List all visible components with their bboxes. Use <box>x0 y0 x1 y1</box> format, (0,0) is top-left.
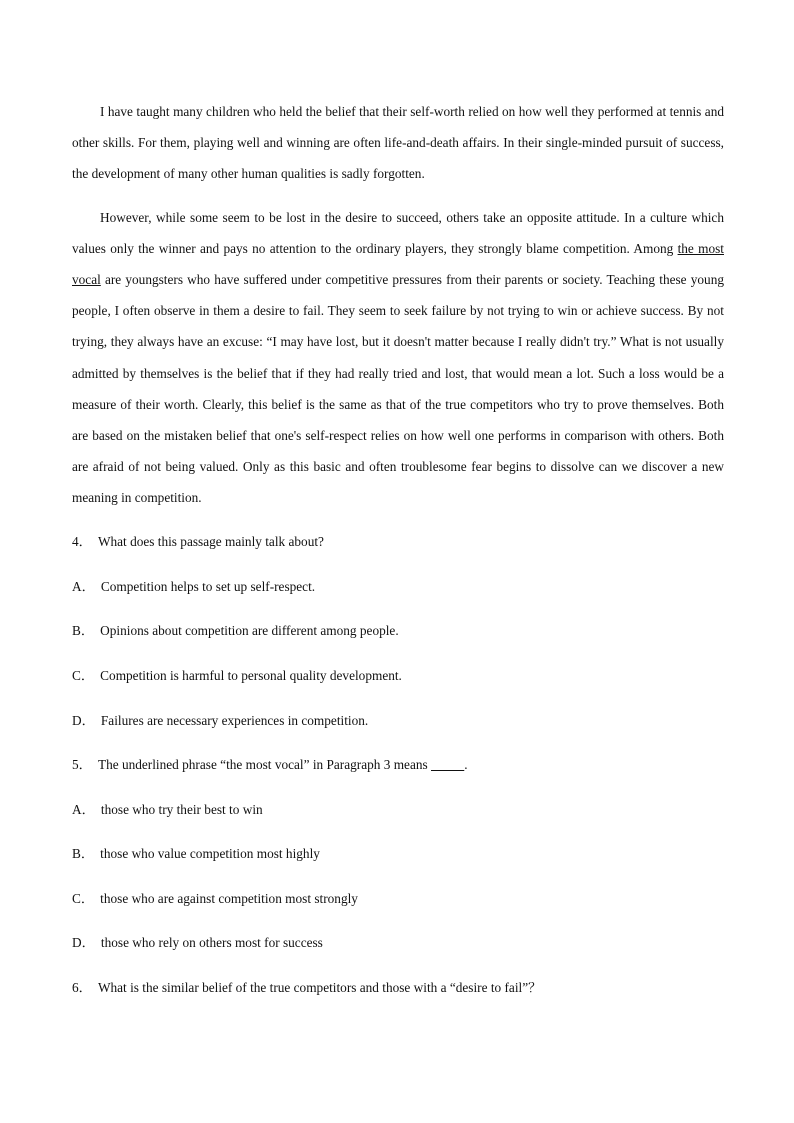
question-5 <box>72 755 468 775</box>
option-letter: A． <box>72 579 95 594</box>
option-text: those who value competition most highly <box>100 846 320 861</box>
option-text: Opinions about competition are different among people. <box>100 623 399 638</box>
question-4-text: What does this passage mainly talk about? <box>97 534 324 549</box>
question-5-option-c <box>72 889 358 909</box>
question-6-number: 6． <box>72 980 92 995</box>
option-letter: B． <box>72 846 95 861</box>
question-6-text: What is the similar belief of the true competitors and those with a “desire to fail”？ <box>97 980 542 995</box>
option-text: those who rely on others most for success <box>100 935 323 950</box>
question-5-option-a <box>72 800 263 820</box>
document-page <box>72 96 724 995</box>
question-4-number: 4． <box>72 534 92 549</box>
question-5-end: . <box>464 757 468 772</box>
question-4-option-d <box>72 711 368 731</box>
option-letter: D． <box>72 935 95 950</box>
question-4 <box>72 532 324 552</box>
passage-paragraph-1 <box>72 96 724 190</box>
option-text: Failures are necessary experiences in competition. <box>100 713 369 728</box>
question-5-option-b <box>72 844 320 864</box>
option-text: those who are against competition most strongly <box>100 891 358 906</box>
answer-blank <box>431 757 464 772</box>
option-letter: B． <box>72 623 95 638</box>
question-5-number: 5． <box>72 757 92 772</box>
question-6 <box>72 978 541 998</box>
underlined-phrase: the most vocal <box>72 240 724 288</box>
question-4-option-b <box>72 621 399 641</box>
passage-paragraph-2 <box>72 202 724 514</box>
option-text: those who try their best to win <box>100 802 263 817</box>
paragraph-2-text-before: However, while some seem to be lost in the desire to succeed, others take an opposite attitude. In a culture which values only the winner and pays no attention to the ordinary players, they strongly blame competition. Among <box>72 209 724 256</box>
question-4-option-a <box>72 577 315 597</box>
option-text: Competition helps to set up self-respect. <box>100 579 316 594</box>
option-letter: C． <box>72 668 95 683</box>
option-letter: C． <box>72 891 95 906</box>
question-4-option-c <box>72 666 402 686</box>
option-letter: D． <box>72 713 95 728</box>
option-text: Competition is harmful to personal quality development. <box>100 668 402 683</box>
question-5-option-d <box>72 933 323 953</box>
paragraph-1-text: I have taught many children who held the belief that their self-worth relied on how well they performed at tennis and other skills. For them, playing well and winning are often life-and-death affairs. In their single-minded pursuit of success, the development of many other human qualities is sadly forgotten. <box>72 104 724 182</box>
option-letter: A． <box>72 802 95 817</box>
question-5-text: The underlined phrase “the most vocal” in Paragraph 3 means <box>97 757 428 772</box>
paragraph-2-text-after: are youngsters who have suffered under competitive pressures from their parents or society. Teaching these young people, I often observe in them a desire to fail. They seem to seek failure by not trying to win or achieve success. By not trying, they always have an excuse: “I may have lost, but it doesn't matter because I really didn't try.” What is not usually admitted by themselves is the belief that if they had really tried and lost, that would mean a lot. Such a loss would be a measure of their worth. Clearly, this belief is the same as that of the true competitors who try to prove themselves. Both are based on the mistaken belief that one's self-respect relies on how well one performs in comparison with others. Both are afraid of not being valued. Only as this basic and often troublesome fear begins to dissolve can we discover a new meaning in competition. <box>72 272 724 506</box>
